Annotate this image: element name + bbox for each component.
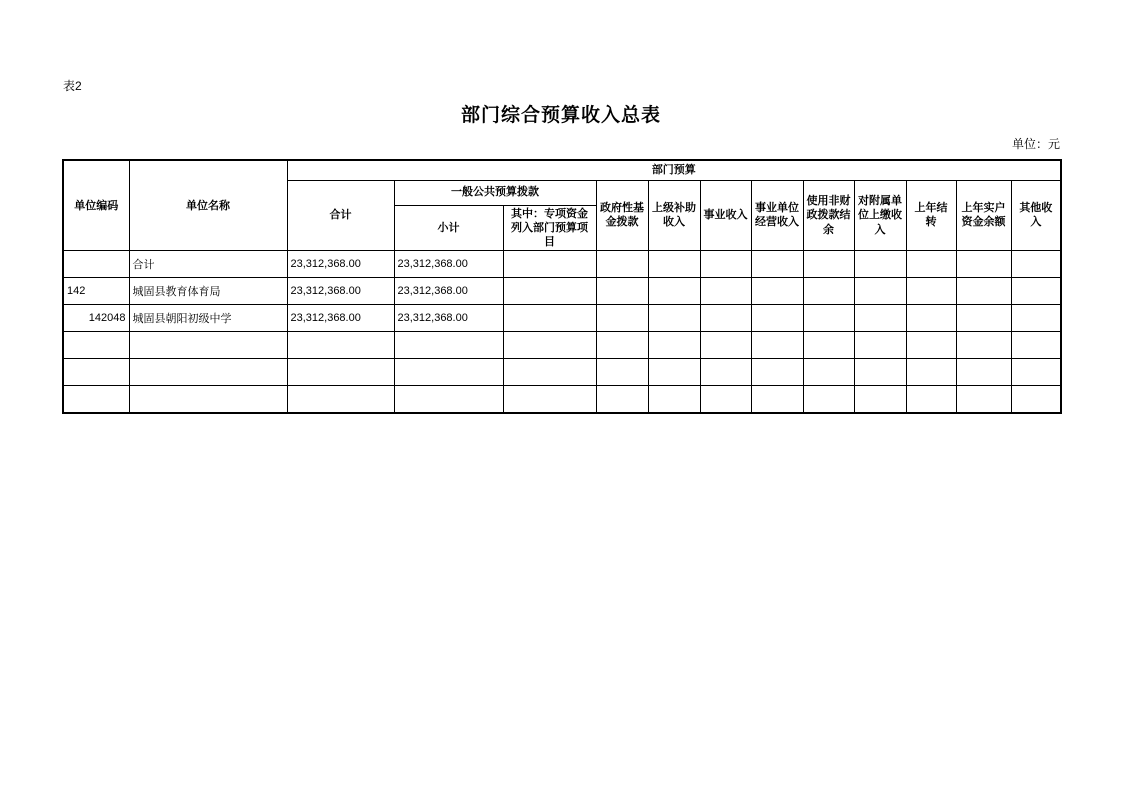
cell-special-fund <box>503 332 596 359</box>
cell-other-income <box>1011 386 1061 413</box>
table-header <box>63 160 1061 251</box>
cell-name <box>129 386 287 413</box>
header-dept-budget: 部门预算 <box>287 160 1061 180</box>
cell-name: 城固县朝阳初级中学 <box>129 305 287 332</box>
header-subtotal: 小计 <box>394 205 503 251</box>
cell-superior-subsidy <box>648 332 700 359</box>
cell-code <box>63 251 129 278</box>
cell-business-operating-income <box>751 332 803 359</box>
cell-superior-subsidy <box>648 386 700 413</box>
cell-real-account-balance <box>956 332 1011 359</box>
cell-affiliated-upward-income <box>854 305 906 332</box>
cell-affiliated-upward-income <box>854 386 906 413</box>
cell-carryover <box>906 278 956 305</box>
cell-subtotal: 23,312,368.00 <box>394 251 503 278</box>
cell-total <box>287 386 394 413</box>
cell-business-operating-income <box>751 386 803 413</box>
cell-total: 23,312,368.00 <box>287 278 394 305</box>
cell-special-fund <box>503 278 596 305</box>
cell-business-operating-income <box>751 251 803 278</box>
cell-other-income <box>1011 278 1061 305</box>
table-body <box>63 251 1061 413</box>
table-row <box>63 386 1061 413</box>
cell-code <box>63 386 129 413</box>
header-business-operating-income: 事业单位经营收入 <box>751 180 803 251</box>
cell-code <box>63 359 129 386</box>
header-real-account-balance: 上年实户资金余额 <box>956 180 1011 251</box>
cell-name <box>129 332 287 359</box>
cell-code <box>63 332 129 359</box>
header-total: 合计 <box>287 180 394 251</box>
cell-business-income <box>700 386 751 413</box>
sheet-label: 表2 <box>63 79 82 93</box>
header-affiliated-upward-income: 对附属单位上缴收入 <box>854 180 906 251</box>
budget-income-table <box>62 159 1062 414</box>
cell-code: 142048 <box>63 305 129 332</box>
cell-other-income <box>1011 332 1061 359</box>
cell-code: 142 <box>63 278 129 305</box>
table-row <box>63 305 1061 332</box>
cell-other-income <box>1011 305 1061 332</box>
table-row <box>63 251 1061 278</box>
cell-gov-fund <box>596 386 648 413</box>
cell-carryover <box>906 386 956 413</box>
cell-name <box>129 359 287 386</box>
header-carryover: 上年结转 <box>906 180 956 251</box>
cell-gov-fund <box>596 251 648 278</box>
cell-superior-subsidy <box>648 305 700 332</box>
cell-special-fund <box>503 251 596 278</box>
cell-total <box>287 359 394 386</box>
cell-subtotal <box>394 386 503 413</box>
cell-gov-fund <box>596 359 648 386</box>
cell-gov-fund <box>596 278 648 305</box>
cell-name: 城固县教育体育局 <box>129 278 287 305</box>
table-row <box>63 359 1061 386</box>
cell-non-fiscal-balance <box>803 386 854 413</box>
cell-subtotal: 23,312,368.00 <box>394 305 503 332</box>
cell-other-income <box>1011 251 1061 278</box>
cell-real-account-balance <box>956 305 1011 332</box>
cell-business-operating-income <box>751 278 803 305</box>
cell-name: 合计 <box>129 251 287 278</box>
cell-business-operating-income <box>751 359 803 386</box>
header-non-fiscal-balance: 使用非财政拨款结余 <box>803 180 854 251</box>
cell-real-account-balance <box>956 278 1011 305</box>
cell-business-operating-income <box>751 305 803 332</box>
cell-carryover <box>906 305 956 332</box>
cell-carryover <box>906 359 956 386</box>
cell-non-fiscal-balance <box>803 278 854 305</box>
cell-business-income <box>700 251 751 278</box>
cell-special-fund <box>503 386 596 413</box>
header-business-income: 事业收入 <box>700 180 751 251</box>
cell-carryover <box>906 251 956 278</box>
cell-affiliated-upward-income <box>854 278 906 305</box>
cell-business-income <box>700 359 751 386</box>
cell-non-fiscal-balance <box>803 305 854 332</box>
cell-carryover <box>906 332 956 359</box>
cell-special-fund <box>503 305 596 332</box>
header-gov-fund: 政府性基金拨款 <box>596 180 648 251</box>
header-unit-name: 单位名称 <box>129 160 287 251</box>
cell-business-income <box>700 305 751 332</box>
cell-affiliated-upward-income <box>854 359 906 386</box>
header-superior-subsidy: 上级补助收入 <box>648 180 700 251</box>
cell-superior-subsidy <box>648 251 700 278</box>
cell-subtotal: 23,312,368.00 <box>394 278 503 305</box>
cell-subtotal <box>394 359 503 386</box>
cell-affiliated-upward-income <box>854 251 906 278</box>
cell-gov-fund <box>596 305 648 332</box>
cell-gov-fund <box>596 332 648 359</box>
cell-other-income <box>1011 359 1061 386</box>
cell-real-account-balance <box>956 359 1011 386</box>
header-special-fund: 其中：专项资金列入部门预算项目 <box>503 205 596 251</box>
cell-total <box>287 332 394 359</box>
header-other-income: 其他收入 <box>1011 180 1061 251</box>
page-title: 部门综合预算收入总表 <box>460 105 661 126</box>
cell-affiliated-upward-income <box>854 332 906 359</box>
table-row <box>63 278 1061 305</box>
unit-note: 单位：元 <box>1011 137 1060 151</box>
cell-superior-subsidy <box>648 278 700 305</box>
cell-total: 23,312,368.00 <box>287 305 394 332</box>
cell-non-fiscal-balance <box>803 332 854 359</box>
header-general-public-budget: 一般公共预算拨款 <box>394 180 596 205</box>
header-unit-code: 单位编码 <box>63 160 129 251</box>
cell-business-income <box>700 278 751 305</box>
cell-subtotal <box>394 332 503 359</box>
cell-total: 23,312,368.00 <box>287 251 394 278</box>
cell-non-fiscal-balance <box>803 251 854 278</box>
cell-superior-subsidy <box>648 359 700 386</box>
table-row <box>63 332 1061 359</box>
cell-real-account-balance <box>956 251 1011 278</box>
cell-real-account-balance <box>956 386 1011 413</box>
cell-special-fund <box>503 359 596 386</box>
header-row-1 <box>63 160 1061 180</box>
cell-non-fiscal-balance <box>803 359 854 386</box>
cell-business-income <box>700 332 751 359</box>
